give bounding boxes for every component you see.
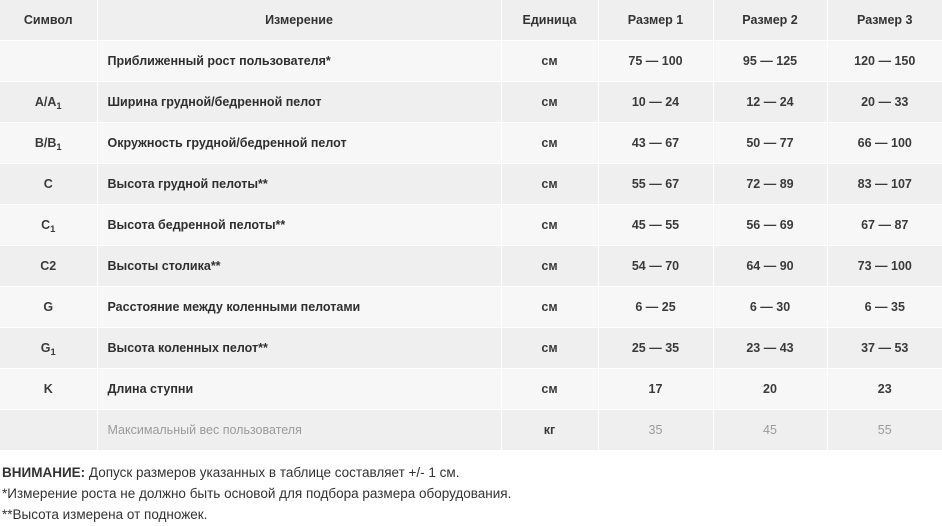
cell-unit: см <box>501 41 598 82</box>
cell-size3: 6 — 35 <box>827 287 942 328</box>
footnote-attention-text: Допуск размеров указанных в таблице составляет +/- 1 см. <box>85 465 460 480</box>
cell-size1: 43 — 67 <box>598 123 713 164</box>
cell-unit: см <box>501 164 598 205</box>
cell-size1: 6 — 25 <box>598 287 713 328</box>
cell-size3: 67 — 87 <box>827 205 942 246</box>
cell-size1: 25 — 35 <box>598 328 713 369</box>
table-row <box>0 287 942 328</box>
cell-symbol-text: A/A <box>34 95 57 109</box>
cell-symbol <box>0 164 97 205</box>
cell-unit: кг <box>501 410 598 451</box>
cell-size1: 54 — 70 <box>598 246 713 287</box>
table-row <box>0 123 942 164</box>
cell-size1: 10 — 24 <box>598 82 713 123</box>
cell-size1: 55 — 67 <box>598 164 713 205</box>
column-header-unit: Единица <box>501 0 598 41</box>
table-row <box>0 369 942 410</box>
footnote-height-note: *Измерение роста не должно быть основой для подбора размера оборудования. <box>2 485 512 501</box>
cell-size3: 120 — 150 <box>827 41 942 82</box>
cell-symbol <box>0 82 97 123</box>
cell-unit: см <box>501 328 598 369</box>
table-header <box>0 0 942 41</box>
table-header-row <box>0 0 942 41</box>
cell-measurement: Расстояние между коленными пелотами <box>97 287 501 328</box>
cell-size3: 37 — 53 <box>827 328 942 369</box>
cell-measurement: Приближенный рост пользователя* <box>97 41 501 82</box>
cell-measurement: Окружность грудной/бедренной пелот <box>97 123 501 164</box>
cell-unit: см <box>501 287 598 328</box>
cell-measurement: Ширина грудной/бедренной пелот <box>97 82 501 123</box>
footnote-attention-label: ВНИМАНИЕ: <box>2 465 86 480</box>
cell-symbol <box>0 123 97 164</box>
table-row <box>0 328 942 369</box>
cell-size3: 23 <box>827 369 942 410</box>
cell-symbol-text: G <box>40 341 51 355</box>
cell-size1: 75 — 100 <box>598 41 713 82</box>
cell-symbol-text: C <box>41 218 51 232</box>
cell-size2: 95 — 125 <box>713 41 827 82</box>
cell-symbol <box>0 246 97 287</box>
cell-measurement: Длина ступни <box>97 369 501 410</box>
column-header-size1: Размер 1 <box>598 0 713 41</box>
table-row <box>0 164 942 205</box>
column-header-size3: Размер 3 <box>827 0 942 41</box>
column-header-size2: Размер 2 <box>713 0 827 41</box>
cell-size2: 12 — 24 <box>713 82 827 123</box>
cell-measurement: Высота коленных пелот** <box>97 328 501 369</box>
cell-size2: 64 — 90 <box>713 246 827 287</box>
cell-unit: см <box>501 82 598 123</box>
cell-unit: см <box>501 205 598 246</box>
footnote-footrest-note: **Высота измерена от подножек. <box>2 506 208 522</box>
cell-symbol <box>0 205 97 246</box>
cell-symbol <box>0 41 97 82</box>
column-header-symbol: Символ <box>0 0 97 41</box>
cell-measurement: Высота бедренной пелоты** <box>97 205 501 246</box>
cell-size2: 45 <box>713 410 827 451</box>
cell-size2: 72 — 89 <box>713 164 827 205</box>
table-row <box>0 82 942 123</box>
cell-symbol-text: G <box>43 300 54 314</box>
footnotes <box>0 451 942 526</box>
cell-measurement: Максимальный вес пользователя <box>97 410 501 451</box>
cell-size3: 55 <box>827 410 942 451</box>
table-row <box>0 205 942 246</box>
cell-size2: 20 <box>713 369 827 410</box>
cell-symbol-subscript: 1 <box>50 346 56 357</box>
table-row <box>0 410 942 451</box>
cell-size2: 56 — 69 <box>713 205 827 246</box>
cell-size3: 20 — 33 <box>827 82 942 123</box>
cell-size3: 73 — 100 <box>827 246 942 287</box>
cell-unit: см <box>501 123 598 164</box>
cell-symbol-subscript: 1 <box>56 141 62 152</box>
cell-size1: 17 <box>598 369 713 410</box>
cell-unit: см <box>501 246 598 287</box>
cell-symbol-text: C <box>43 177 53 191</box>
cell-symbol-text: B/B <box>34 136 57 150</box>
cell-symbol-text: C2 <box>40 259 57 273</box>
table-body <box>0 41 942 451</box>
cell-measurement: Высоты столика** <box>97 246 501 287</box>
cell-size1: 45 — 55 <box>598 205 713 246</box>
cell-unit: см <box>501 369 598 410</box>
column-header-measurement: Измерение <box>97 0 501 41</box>
table-row <box>0 41 942 82</box>
cell-size2: 23 — 43 <box>713 328 827 369</box>
cell-symbol <box>0 410 97 451</box>
table-row <box>0 246 942 287</box>
cell-symbol-subscript: 1 <box>56 100 62 111</box>
cell-symbol <box>0 328 97 369</box>
cell-symbol <box>0 369 97 410</box>
cell-measurement: Высота грудной пелоты** <box>97 164 501 205</box>
cell-symbol <box>0 287 97 328</box>
cell-size2: 50 — 77 <box>713 123 827 164</box>
cell-symbol-text: K <box>43 382 53 396</box>
footnote-attention <box>2 463 940 484</box>
cell-size3: 66 — 100 <box>827 123 942 164</box>
cell-size2: 6 — 30 <box>713 287 827 328</box>
cell-size3: 83 — 107 <box>827 164 942 205</box>
cell-size1: 35 <box>598 410 713 451</box>
cell-symbol-subscript: 1 <box>50 223 56 234</box>
